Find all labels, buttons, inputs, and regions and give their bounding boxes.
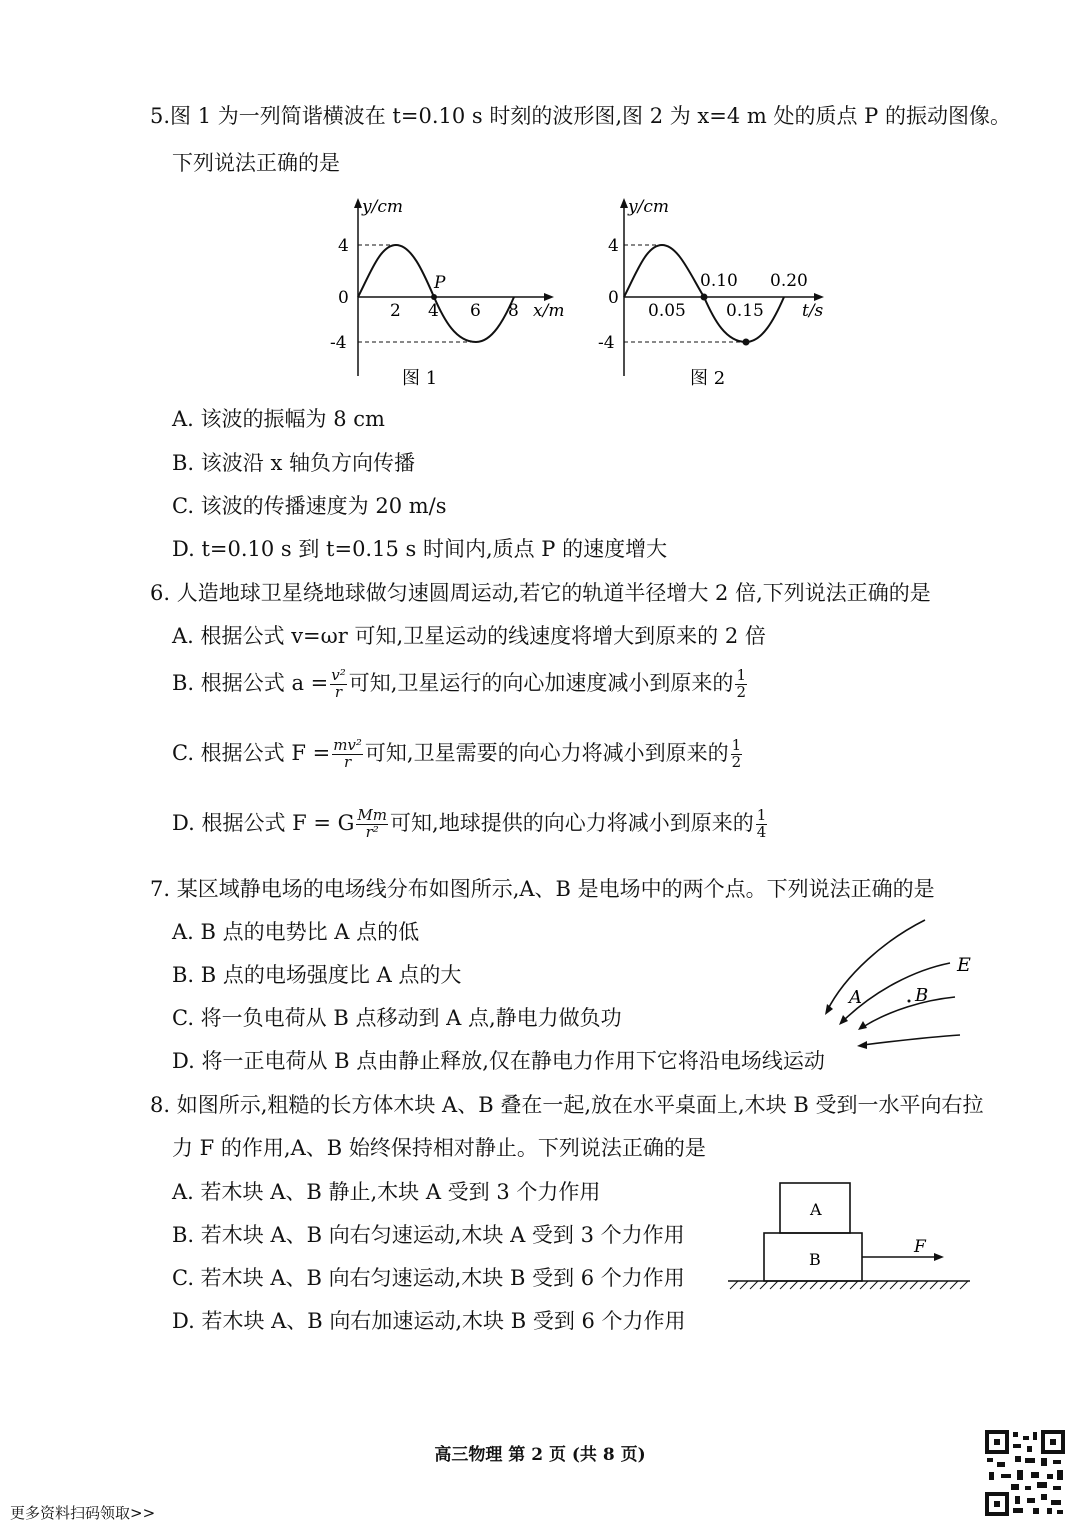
fig2-x-tick: 0.05 (648, 301, 686, 321)
q5-option-a: A. 该波的振幅为 8 cm (172, 407, 385, 431)
q8-option-a: A. 若木块 A、B 静止,木块 A 受到 3 个力作用 (172, 1180, 601, 1204)
fig2-x-tick: 0.20 (770, 271, 808, 291)
fig1-y-tick: 0 (338, 288, 349, 308)
fig2-point (743, 339, 750, 346)
q5-option-b: B. 该波沿 x 轴负方向传播 (172, 451, 415, 475)
field-line (863, 1035, 960, 1045)
fig2-y-tick: 0 (608, 288, 619, 308)
fig1-x-arrow (544, 293, 554, 301)
fig2-y-arrow (620, 198, 628, 208)
formula-fraction: $\frac{\text{v²}}{r}$ (331, 666, 346, 701)
fig2-y-label: y/cm (628, 197, 669, 217)
q8-stem-line1: 8. 如图所示,粗糙的长方体木块 A、B 叠在一起,放在水平桌面上,木块 B 受到一水平向右拉 (150, 1093, 984, 1117)
q8-option-d: D. 若木块 A、B 向右加速运动,木块 B 受到 6 个力作用 (172, 1309, 686, 1333)
fig2-x-arrow (814, 293, 824, 301)
fig2-x-tick: 0.15 (726, 301, 764, 321)
q7-stem: 7. 某区域静电场的电场线分布如图所示,A、B 是电场中的两个点。下列说法正确的是 (150, 877, 935, 901)
ratio-fraction: $\frac{1}{2}$ (736, 666, 746, 701)
q5-option-d: D. t=0.10 s 到 t=0.15 s 时间内,质点 P 的速度增大 (172, 537, 668, 561)
fig2-point (701, 294, 708, 301)
fig2-caption: 图 2 (690, 368, 726, 389)
formula-fraction: $\frac{Mm}{\text{r²}}$ (357, 806, 388, 841)
fig1-y-tick: 4 (338, 236, 349, 256)
force-label: F (914, 1237, 926, 1257)
point-b (908, 1000, 911, 1003)
fig1-x-label: x/m (533, 301, 565, 321)
q8-option-c: C. 若木块 A、B 向右匀速运动,木块 B 受到 6 个力作用 (172, 1266, 685, 1290)
fig1-y-tick: -4 (330, 333, 347, 353)
q8-stem-line2: 力 F 的作用,A、B 始终保持相对静止。下列说法正确的是 (172, 1136, 706, 1160)
fig2-x-tick: 0.10 (700, 271, 738, 291)
field-label-b: B (915, 985, 929, 1006)
field-line (827, 920, 925, 1011)
q7-option-a: A. B 点的电势比 A 点的低 (172, 920, 420, 944)
q5-figure-2 (590, 192, 840, 392)
fig1-caption: 图 1 (402, 368, 438, 389)
q6-stem: 6. 人造地球卫星绕地球做匀速圆周运动,若它的轨道半径增大 2 倍,下列说法正确的是 (150, 581, 931, 605)
q5-stem-line1: 5.图 1 为一列简谐横波在 t=0.10 s 时刻的波形图,图 2 为 x=4 m 处的质点 P 的振动图像。 (150, 104, 1011, 128)
page-footer: 高三物理 第 2 页 (共 8 页) (434, 1445, 646, 1465)
field-label-a: A (849, 987, 862, 1008)
q8-blocks-figure (720, 1175, 980, 1300)
block-a-label: A (810, 1200, 822, 1219)
fig2-y-tick: -4 (598, 333, 615, 353)
q6-option-c: C. 根据公式 F = $\frac{\text{mv²}}{r}$ 可知,卫星需要的向心力将减小到原来的 $\frac{1}{2}$ (172, 736, 742, 771)
fig1-x-tick: 6 (470, 301, 481, 321)
block-b-label: B (809, 1250, 821, 1269)
ratio-fraction: $\frac{1}{2}$ (731, 736, 742, 771)
fig1-x-tick: 4 (428, 301, 439, 321)
q8-option-b: B. 若木块 A、B 向右匀速运动,木块 A 受到 3 个力作用 (172, 1223, 685, 1247)
q5-stem-line2: 下列说法正确的是 (172, 151, 340, 175)
fig1-wave (358, 245, 514, 342)
fig1-point-p (431, 294, 437, 300)
q5-option-c: C. 该波的传播速度为 20 m/s (172, 494, 447, 518)
fig1-x-tick: 2 (390, 301, 401, 321)
fig1-y-arrow (354, 198, 362, 208)
formula-fraction: $\frac{\text{mv²}}{r}$ (333, 736, 362, 771)
q7-option-c: C. 将一负电荷从 B 点移动到 A 点,静电力做负功 (172, 1006, 622, 1030)
fig1-y-label: y/cm (362, 197, 403, 217)
fig2-x-label: t/s (802, 301, 824, 321)
more-resources-note[interactable]: 更多资料扫码领取>> (10, 1504, 156, 1522)
fig1-point-label: P (434, 273, 446, 293)
fig2-y-tick: 4 (608, 236, 619, 256)
q5-figure-1 (320, 192, 580, 392)
q7-field-figure (815, 915, 985, 1055)
q6-option-d: D. 根据公式 F = G $\frac{Mm}{\text{r²}}$ 可知,地球提供的向心力将减小到原来的 $\frac{1}{4}$ (172, 806, 767, 841)
fig1-x-tick: 8 (508, 301, 519, 321)
ratio-fraction: $\frac{1}{4}$ (756, 806, 767, 841)
field-label-e: E (957, 954, 971, 976)
qr-code[interactable] (985, 1430, 1065, 1516)
q6-option-a: A. 根据公式 v=ωr 可知,卫星运动的线速度将增大到原来的 2 倍 (172, 624, 766, 648)
q7-option-b: B. B 点的电场强度比 A 点的大 (172, 963, 462, 987)
q6-option-b: B. 根据公式 a = $\frac{\text{v²}}{r}$ 可知,卫星运行的向心加速度减小到原来的 $\frac{1}{2}$ (172, 666, 746, 701)
q7-option-d: D. 将一正电荷从 B 点由静止释放,仅在静电力作用下它将沿电场线运动 (172, 1049, 825, 1073)
